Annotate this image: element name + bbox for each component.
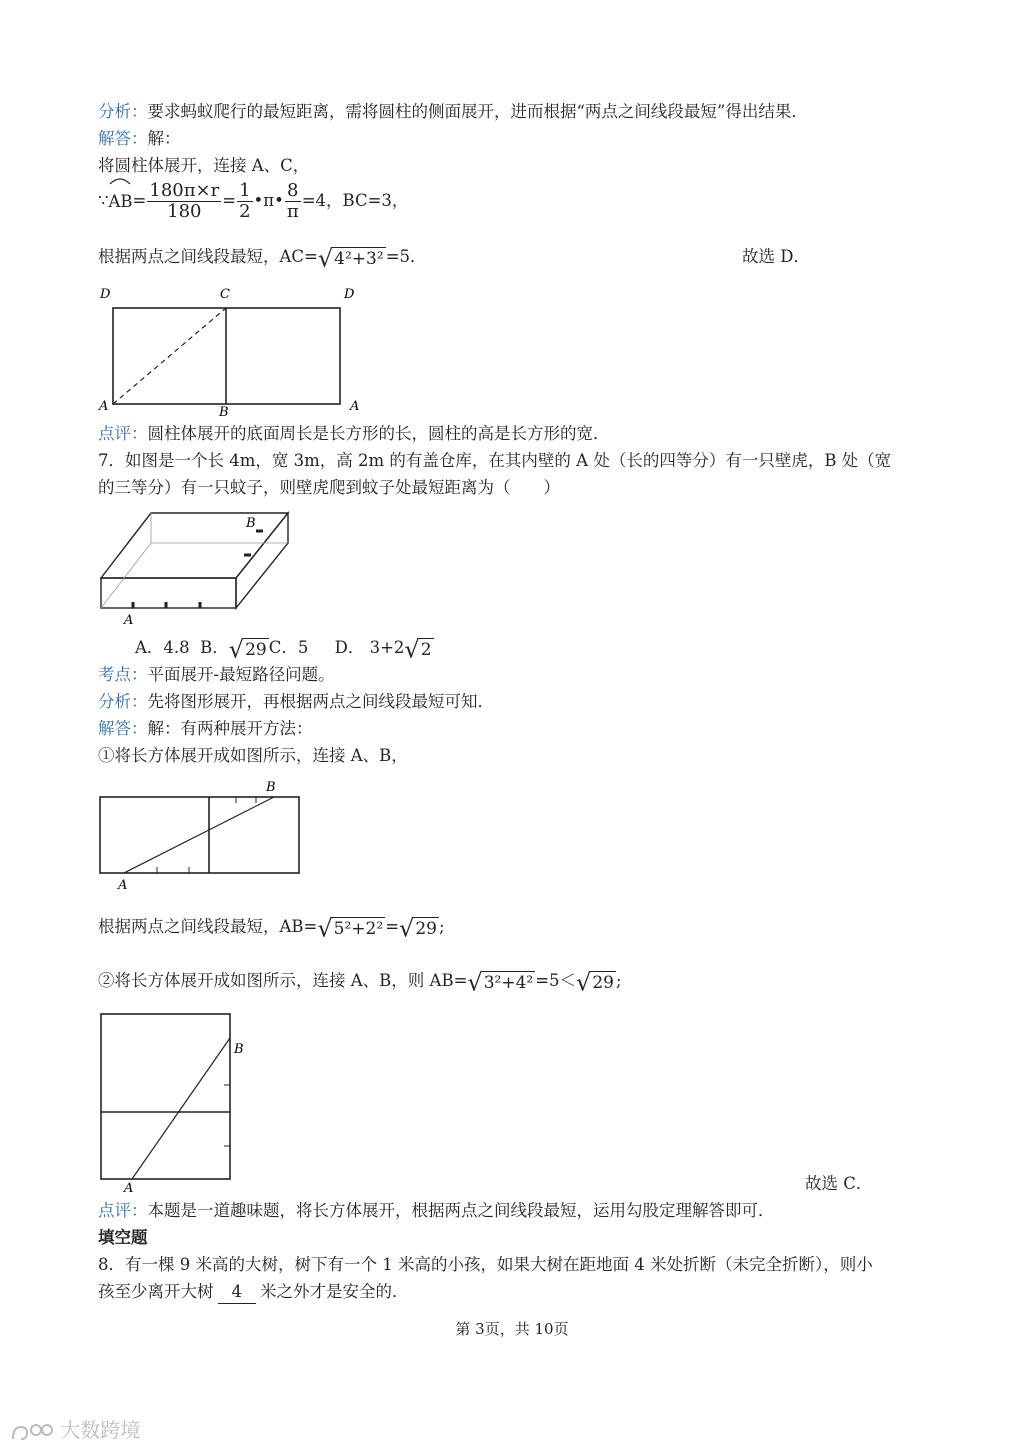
ab1-prefix: 根据两点之间线段最短，AB= <box>98 917 318 936</box>
options-q7 <box>135 634 434 663</box>
ab1-tail: ; <box>438 917 445 936</box>
sqrt-ab2 <box>467 967 535 997</box>
pi-dot: •π• <box>253 191 284 210</box>
method-2-line <box>98 966 622 997</box>
answer-line-q7 <box>98 718 313 740</box>
comment-line-q7 <box>98 1200 775 1222</box>
frac-eight-den: π <box>286 201 299 222</box>
frac-half <box>237 181 252 222</box>
box-front <box>101 578 236 608</box>
analysis-tag: 分析： <box>98 692 148 711</box>
option-a: A．4.8 <box>135 638 190 657</box>
option-b: B． <box>200 638 229 657</box>
method2-prefix: ②将长方体展开成如图所示，连接 A、B，则 AB= <box>98 971 468 990</box>
label-a: A <box>118 878 128 893</box>
figure-unfold-1 <box>96 776 306 894</box>
answer-text: 解： <box>147 129 181 148</box>
label-a-right: A <box>350 399 360 414</box>
unfold2-rect <box>101 1014 230 1179</box>
q8-blank-answer: 4 <box>218 1281 257 1304</box>
method-1-line: ①将长方体展开成如图所示，连接 A、B， <box>98 746 408 765</box>
ac-tail: =5． <box>385 247 427 266</box>
label-a: A <box>124 1181 134 1196</box>
sqrt-29-ab2-radicand: 29 <box>592 972 614 993</box>
label-b: B <box>219 405 229 420</box>
sqrt-29-radicand: 29 <box>245 639 267 660</box>
formula-line-q6: ∵ AB= $\frac{180\pi\times r}{180}$ = $\frac{1}{2}$ •π• $\frac{8}{\pi}$ =4，BC=3， <box>98 180 408 223</box>
comment-line-q6 <box>98 423 610 445</box>
sqrt-ab2-radicand: 3²+4² <box>483 972 534 993</box>
sqrt-29-ab2 <box>576 967 616 997</box>
keypoint-tag: 考点： <box>98 665 148 684</box>
ac-line <box>98 242 427 273</box>
label-a-left: A <box>99 399 109 414</box>
sqrt-29-ab1-radicand: 29 <box>415 918 437 939</box>
sqrt-ac-radicand: 4²+3² <box>334 248 384 269</box>
page-footer <box>0 1318 1024 1339</box>
page-number: 第 3页，共 10页 <box>455 1320 569 1338</box>
unfold2-ab-line <box>132 1038 230 1179</box>
option-d-pre: 3+2 <box>369 638 405 657</box>
ab2-mid: =5＜ <box>535 971 577 990</box>
hidden-edge-d <box>101 543 151 608</box>
frac-half-den: 2 <box>239 201 251 222</box>
q8-post: 米之外才是安全的． <box>260 1282 409 1301</box>
comment-text: 本题是一道趣味题，将长方体展开，根据两点之间线段最短，运用勾股定理解答即可． <box>147 1201 775 1220</box>
sqrt-29-ab1 <box>399 913 439 943</box>
analysis-tag: 分析： <box>98 102 148 121</box>
frac-180-num: 180π×r <box>149 180 220 201</box>
choice-q6: 故选 D． <box>742 247 810 266</box>
ac-prefix: 根据两点之间线段最短，AC= <box>98 247 318 266</box>
sqrt-29-opt <box>229 635 269 663</box>
keypoint-text: 平面展开-最短路径问题。 <box>147 665 335 684</box>
radical-icon: √ <box>399 914 415 942</box>
option-d: D． <box>334 638 365 657</box>
radical-icon: √ <box>317 244 334 272</box>
sqrt-2-radicand: 2 <box>420 639 432 660</box>
unfold1-ab-line <box>124 797 274 873</box>
radical-icon: √ <box>576 968 592 996</box>
question-8-line2 <box>98 1281 409 1304</box>
label-b: B <box>234 1042 244 1057</box>
because-symbol: ∵ <box>98 191 109 210</box>
comment-text: 圆柱体展开的底面周长是长方形的长，圆柱的高是长方形的宽． <box>147 424 610 443</box>
ab1-line <box>98 912 445 943</box>
unfold-line-q6: 将圆柱体展开，连接 A、C， <box>98 156 310 175</box>
arc-label: AB <box>108 191 133 211</box>
frac-eight-num: 8 <box>285 181 301 202</box>
sqrt-2-opt <box>404 635 433 663</box>
q8-pre: 孩至少离开大树 <box>98 1282 214 1301</box>
label-c: C <box>220 287 230 302</box>
figure-unfold-2 <box>96 1008 256 1196</box>
figure-warehouse-box <box>96 508 296 628</box>
section-heading: 填空题 <box>98 1228 148 1247</box>
ac-dashed-line <box>113 308 226 404</box>
radical-icon: √ <box>317 914 333 942</box>
answer-text: 解：有两种展开方法： <box>147 719 313 738</box>
analysis-line-q7 <box>98 691 494 713</box>
question-7-line1: 7．如图是一个长 4m，宽 3m，高 2m 的有盖仓库，在其内壁的 A 处（长的四等分）有一只壁虎，B 处（宽 <box>98 451 892 470</box>
analysis-line-q6 <box>98 101 808 123</box>
answer-tag: 解答： <box>98 129 148 148</box>
arc-ab <box>109 181 133 223</box>
radical-icon: √ <box>228 635 245 663</box>
formula-tail: =4，BC=3， <box>301 191 409 210</box>
label-b: B <box>266 780 276 795</box>
option-c: C．5 <box>268 638 309 657</box>
watermark <box>10 1414 140 1443</box>
watermark-logo-icon <box>10 1421 54 1443</box>
question-8-line1: 8．有一棵 9 米高的大树，树下有一个 1 米高的小孩，如果大树在距地面 4 米处折断（未完全折断），则小 <box>98 1255 873 1274</box>
label-a: A <box>124 613 134 628</box>
frac-eight <box>285 181 301 222</box>
question-7-line2: 的三等分）有一只蚊子，则壁虎爬到蚊子处最短距离为（ ） <box>98 478 560 497</box>
answer-line-q6 <box>98 128 181 150</box>
sqrt-ab1 <box>317 913 385 943</box>
label-d-right: D <box>344 287 355 302</box>
frac-180 <box>147 181 221 222</box>
keypoint-line <box>98 664 335 686</box>
analysis-text: 要求蚂蚁爬行的最短距离，需将圆柱的侧面展开，进而根据“两点之间线段最短”得出结果． <box>147 102 808 121</box>
watermark-text: 大数跨境 <box>60 1418 141 1442</box>
comment-tag: 点评： <box>98 424 148 443</box>
radical-icon: √ <box>467 968 483 996</box>
frac-half-num: 1 <box>239 180 251 201</box>
sqrt-ac <box>318 243 386 273</box>
frac-180-den: 180 <box>167 201 202 222</box>
analysis-text: 先将图形展开，再根据两点之间线段最短可知． <box>147 692 494 711</box>
ab2-tail: ; <box>615 971 622 990</box>
box-side <box>236 513 288 608</box>
choice-q7: 故选 C． <box>805 1174 873 1193</box>
box-top <box>101 513 288 578</box>
figure-cylinder-unfold <box>96 284 366 420</box>
sqrt-ab1-radicand: 5²+2² <box>333 918 384 939</box>
arc-mark-icon <box>109 177 131 185</box>
radical-icon: √ <box>404 635 420 663</box>
answer-tag: 解答： <box>98 719 148 738</box>
label-b: B <box>246 516 256 531</box>
ab1-eq: = <box>385 917 400 936</box>
label-d-left: D <box>100 287 111 302</box>
comment-tag: 点评： <box>98 1201 148 1220</box>
